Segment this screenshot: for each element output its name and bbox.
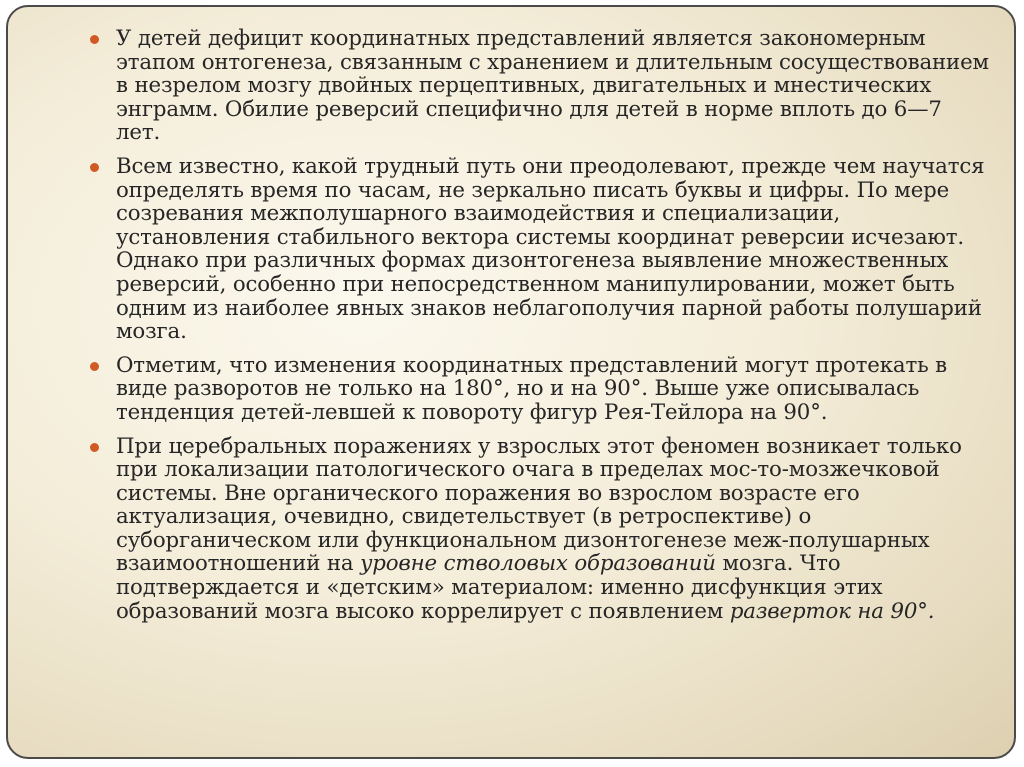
bullet-dot-icon bbox=[90, 35, 99, 44]
paragraph-text: При церебральных поражениях у взрослых этот феномен возникает только при локализации патологического очага в пределах мос-то-мозжечковой системы. Вне органического поражения во взрослом возрасте его актуализация, очевидно, свидетельствует (в ретроспективе) о суборганическом или функциональном дизонтогенезе меж-полушарных взаимоотношений на bbox=[116, 433, 962, 577]
bullet-paragraph-1 bbox=[90, 27, 990, 145]
bullet-paragraph-4 bbox=[90, 435, 990, 624]
slide bbox=[6, 5, 1016, 759]
paragraph-text: Отметим, что изменения координатных представлений могут протекать в виде разворотов не только на 180°, но и на 90°. Выше уже описывалась тенденция детей-левшей к повороту фигур Рея-Тейлора на 90°. bbox=[116, 352, 947, 425]
paragraph-emphasis: разверток на 90°. bbox=[729, 598, 935, 624]
paragraph-text: мозга. Что подтверждается и «детским» материалом: именно дисфункция этих образований мозга высоко коррелирует с появлением bbox=[116, 551, 883, 624]
paragraph-text: У детей дефицит координатных представлений является закономерным этапом онтогенеза, связанным с хранением и длительным сосуществованием в незрелом мозгу двойных перцептивных, двигательных и мнестических энграмм. Обилие реверсий специфично для детей в норме вплоть до 6—7 лет. bbox=[116, 26, 989, 146]
bullet-paragraph-3 bbox=[90, 354, 990, 425]
bullet-dot-icon bbox=[90, 443, 99, 452]
bullet-paragraph-2 bbox=[90, 155, 990, 344]
bullet-dot-icon bbox=[90, 163, 99, 172]
paragraph-emphasis: уровне стволовых образований bbox=[360, 551, 716, 577]
paragraph-text: Всем известно, какой трудный путь они преодолевают, прежде чем научатся определять время по часам, не зеркально писать буквы и цифры. По мере созревания межполушарного взаимодействия и специализации, установления стабильного вектора системы координат реверсии исчезают. Однако при различных формах дизонтогенеза выявление множественных реверсий, особенно при непосредственном манипулировании, может быть одним из наиболее явных знаков неблагополучия парной работы полушарий мозга. bbox=[116, 153, 985, 345]
slide-content bbox=[90, 27, 990, 633]
bullet-dot-icon bbox=[90, 362, 99, 371]
